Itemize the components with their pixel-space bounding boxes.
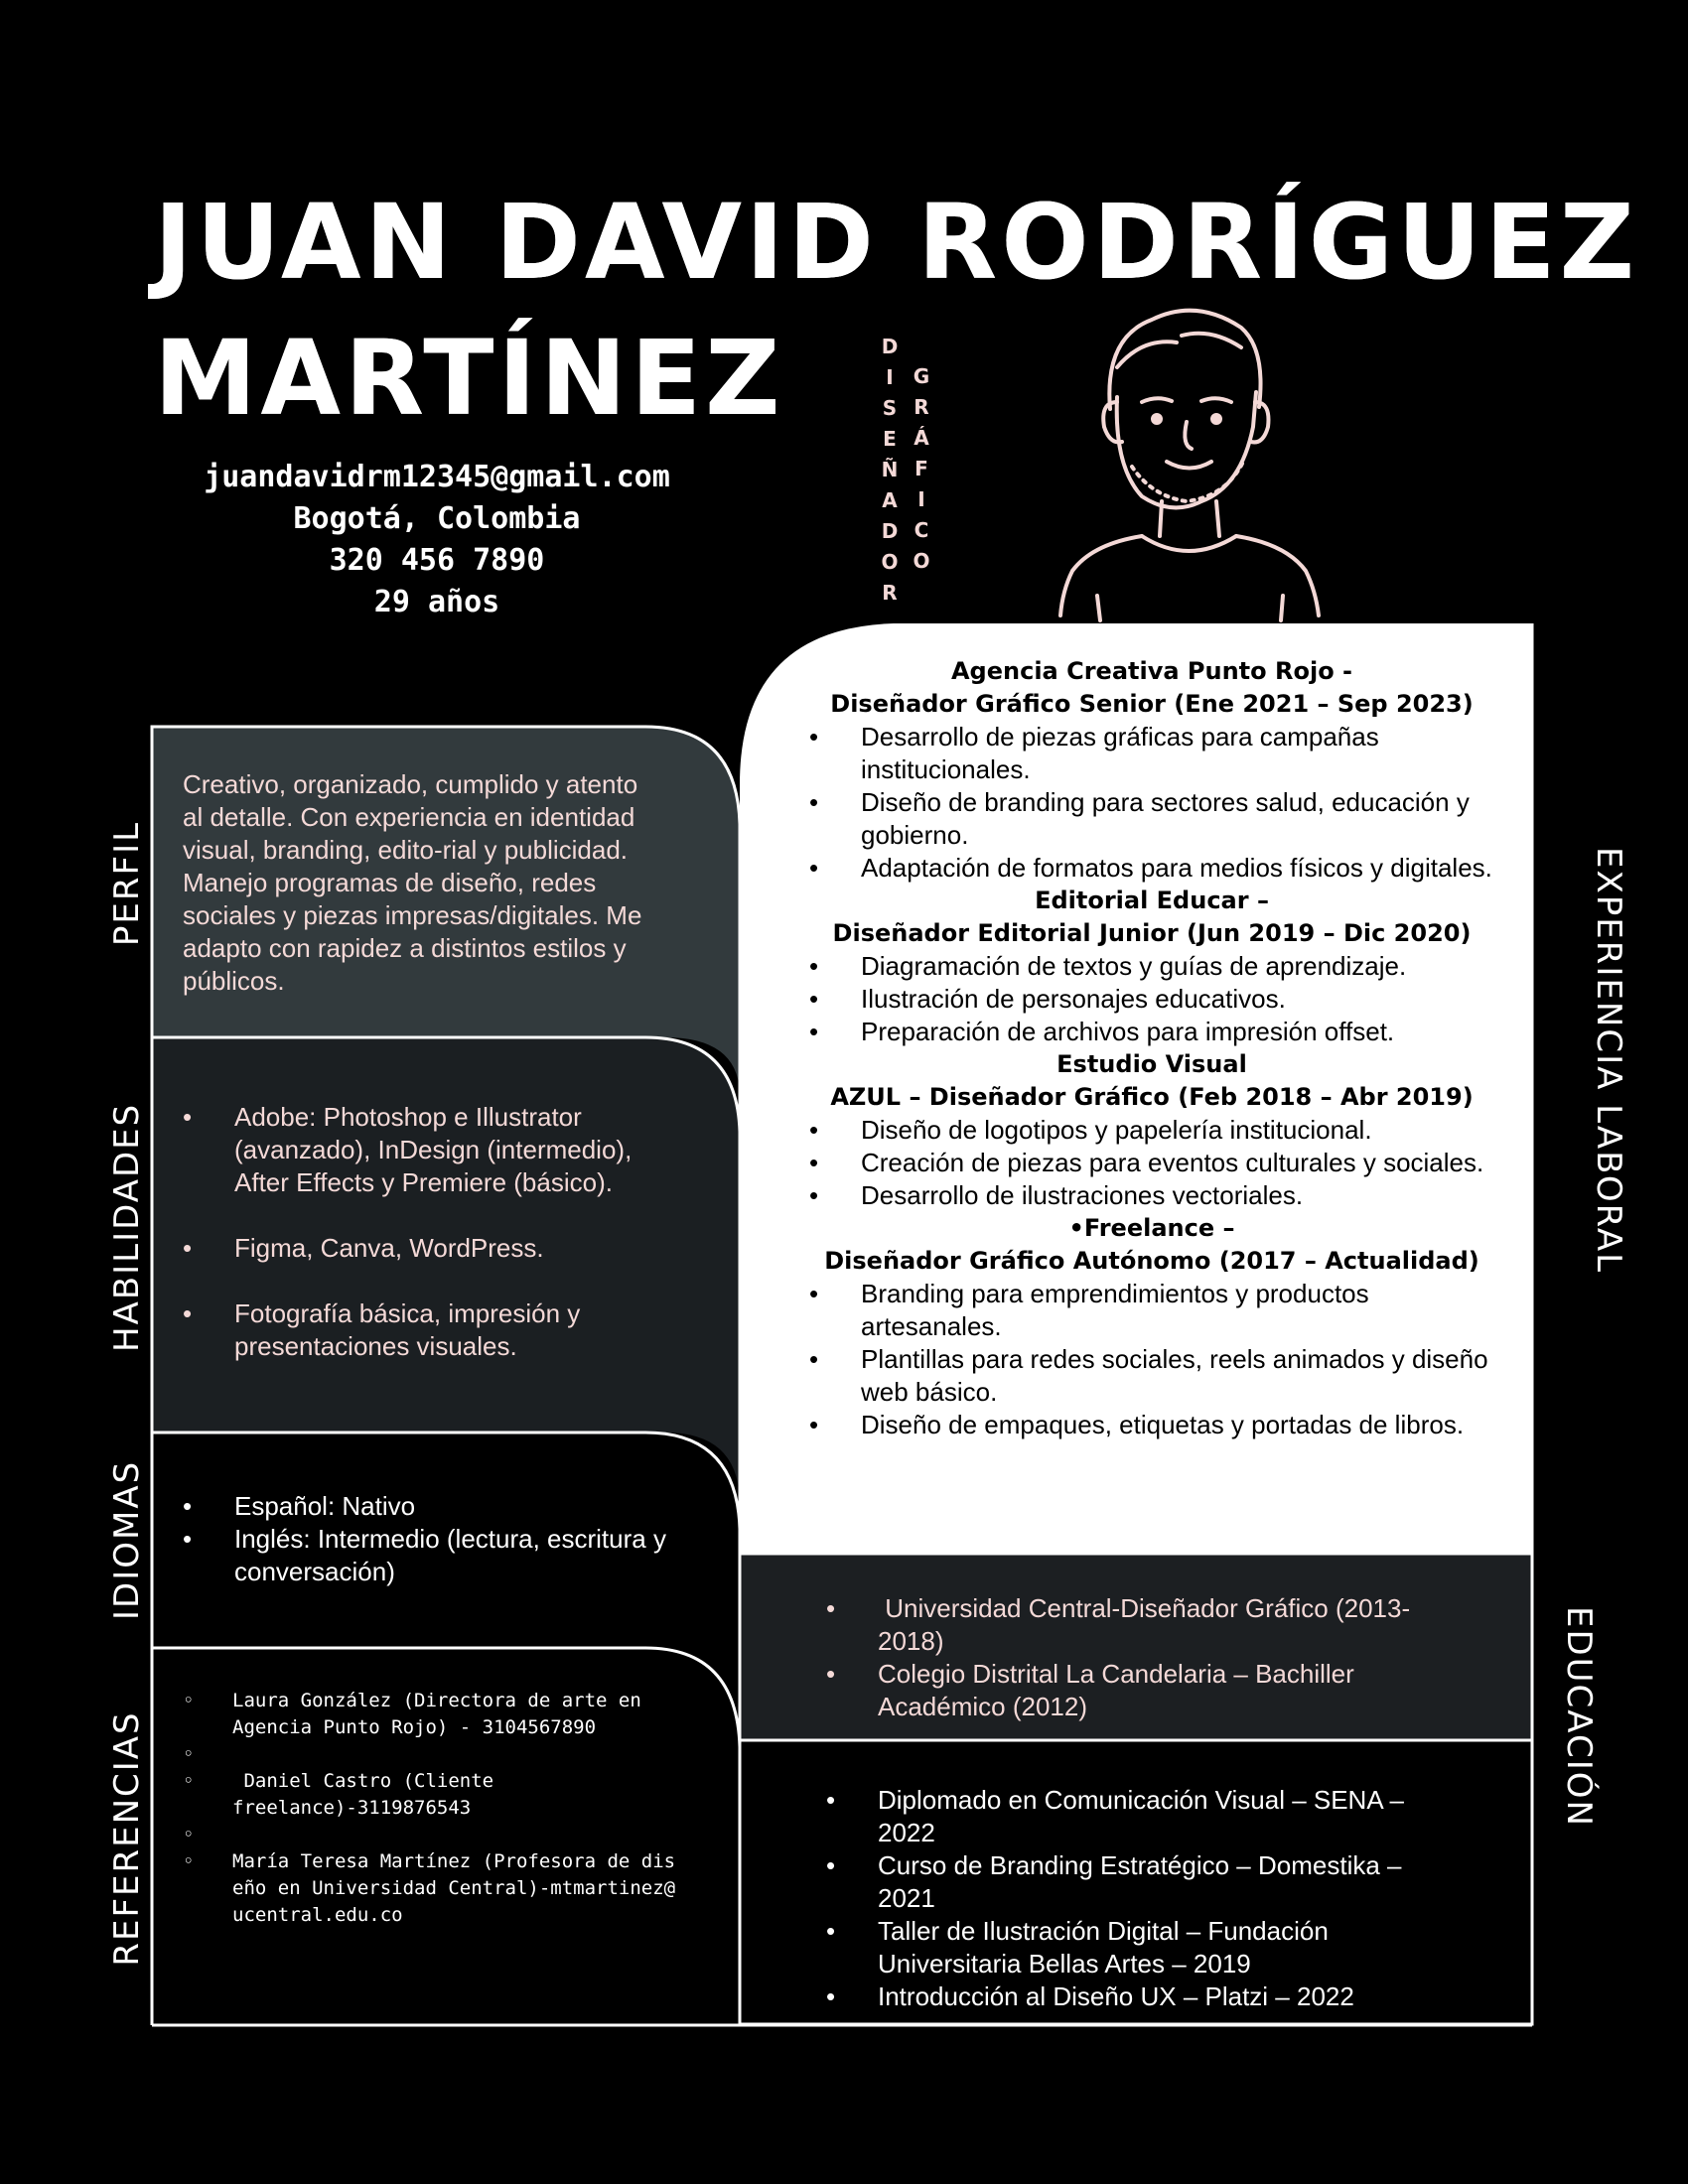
job-company: Agencia Creativa Punto Rojo - — [950, 657, 1352, 685]
habilidades-label: HABILIDADES — [107, 1102, 147, 1352]
list-item: • Diplomado en Comunicación Visual – SENA – 2022 — [826, 1784, 1462, 1849]
list-item: • Curso de Branding Estratégico – Domestika – 2021 — [826, 1849, 1462, 1915]
avatar — [1060, 311, 1319, 620]
job-company: •Freelance – — [1068, 1214, 1235, 1242]
job-company: Estudio Visual — [1056, 1050, 1247, 1078]
list-item: • Colegio Distrital La Candelaria – Bachiller Académico (2012) — [826, 1658, 1462, 1723]
job-title: Diseñador Gráfico Senior (Ene 2021 – Sep 2023) — [830, 690, 1474, 718]
age-text: 29 años — [373, 585, 500, 619]
phone-text: 320 456 7890 — [329, 543, 545, 578]
educacion-list — [826, 1592, 1462, 1723]
experiencia-content — [809, 655, 1494, 1441]
list-item: • Inglés: Intermedio (lectura, escritura y conversación) — [183, 1523, 689, 1588]
list-item: • Fotografía básica, impresión y presentaciones visuales. — [183, 1297, 689, 1363]
list-item: • Ilustración de personajes educativos. — [809, 983, 1494, 1016]
list-item: • Desarrollo de ilustraciones vectoriales. — [809, 1179, 1494, 1212]
list-item: • Branding para emprendimientos y productos artesanales. — [809, 1278, 1494, 1343]
educacion-label: EDUCACIÓN — [1559, 1606, 1599, 1828]
job-entry — [809, 885, 1494, 1048]
job-title: Diseñador Gráfico Autónomo (2017 – Actualidad) — [824, 1247, 1479, 1275]
name-line-1: JUAN DAVID RODRÍGUEZ — [154, 182, 1639, 303]
list-item: • Diseño de empaques, etiquetas y portadas de libros. — [809, 1409, 1494, 1441]
city-text: Bogotá, Colombia — [293, 501, 581, 536]
list-item: • Figma, Canva, WordPress. — [183, 1232, 689, 1265]
list-item: • Plantillas para redes sociales, reels animados y diseño web básico. — [809, 1343, 1494, 1409]
job-entry — [809, 1048, 1494, 1212]
job-title: AZUL – Diseñador Gráfico (Feb 2018 – Abr 2019) — [830, 1083, 1474, 1111]
idiomas-list — [183, 1490, 689, 1588]
list-item — [183, 1741, 679, 1768]
experiencia-label: EXPERIENCIA LABORAL — [1589, 847, 1628, 1275]
job-entry — [809, 655, 1494, 885]
list-item: • Universidad Central-Diseñador Gráfico (2013-2018) — [826, 1592, 1462, 1658]
perfil-text: Creativo, organizado, cumplido y atento al detalle. Con experiencia en identidad visual, branding, edito-rial y publicidad. Manejo programas de diseño, redes sociales y piezas impresas/digitales. Me adapto con rapidez a distintos estilos y públicos. — [183, 769, 642, 996]
role-word-1: D I S E Ñ A D O R — [881, 335, 899, 605]
habilidades-list — [183, 1101, 689, 1363]
list-item: • Español: Nativo — [183, 1490, 689, 1523]
list-item: • Diseño de logotipos y papelería institucional. — [809, 1114, 1494, 1147]
list-item: • Introducción al Diseño UX – Platzi – 2022 — [826, 1980, 1462, 2013]
list-item: • Adobe: Photoshop e Illustrator (avanzado), InDesign (intermedio), After Effects y Premiere (básico). — [183, 1101, 689, 1199]
job-company: Editorial Educar – — [1035, 887, 1269, 914]
name-line-2: MARTÍNEZ — [154, 318, 784, 439]
list-item: • Creación de piezas para eventos culturales y sociales. — [809, 1147, 1494, 1179]
list-item: • Desarrollo de piezas gráficas para campañas institucionales. — [809, 721, 1494, 786]
job-title: Diseñador Editorial Junior (Jun 2019 – Dic 2020) — [832, 919, 1472, 947]
job-entry — [809, 1212, 1494, 1441]
list-item: ◦ Laura González (Directora de arte en Agencia Punto Rojo) - 3104567890 — [183, 1688, 679, 1741]
list-item: ◦ María Teresa Martínez (Profesora de diseño en Universidad Central)-mtmartinez@ucentral.edu.co — [183, 1848, 679, 1929]
list-item: • Diagramación de textos y guías de aprendizaje. — [809, 950, 1494, 983]
contact-block — [149, 457, 725, 623]
email-text: juandavidrm12345@gmail.com — [204, 460, 670, 494]
list-item: ◦ Daniel Castro (Cliente freelance)-3119876543 — [183, 1768, 679, 1822]
referencias-list — [183, 1688, 679, 1929]
role-word-2: G R Á F I C O — [913, 364, 930, 573]
idiomas-label: IDIOMAS — [107, 1459, 147, 1620]
list-item: • Taller de Ilustración Digital – Fundación Universitaria Bellas Artes – 2019 — [826, 1915, 1462, 1980]
list-item — [183, 1822, 679, 1848]
perfil-label: PERFIL — [107, 820, 147, 947]
list-item: • Adaptación de formatos para medios físicos y digitales. — [809, 852, 1494, 885]
list-item: • Diseño de branding para sectores salud, educación y gobierno. — [809, 786, 1494, 852]
list-item: • Preparación de archivos para impresión offset. — [809, 1016, 1494, 1048]
referencias-label: REFERENCIAS — [107, 1710, 147, 1967]
cursos-list — [826, 1784, 1462, 2013]
